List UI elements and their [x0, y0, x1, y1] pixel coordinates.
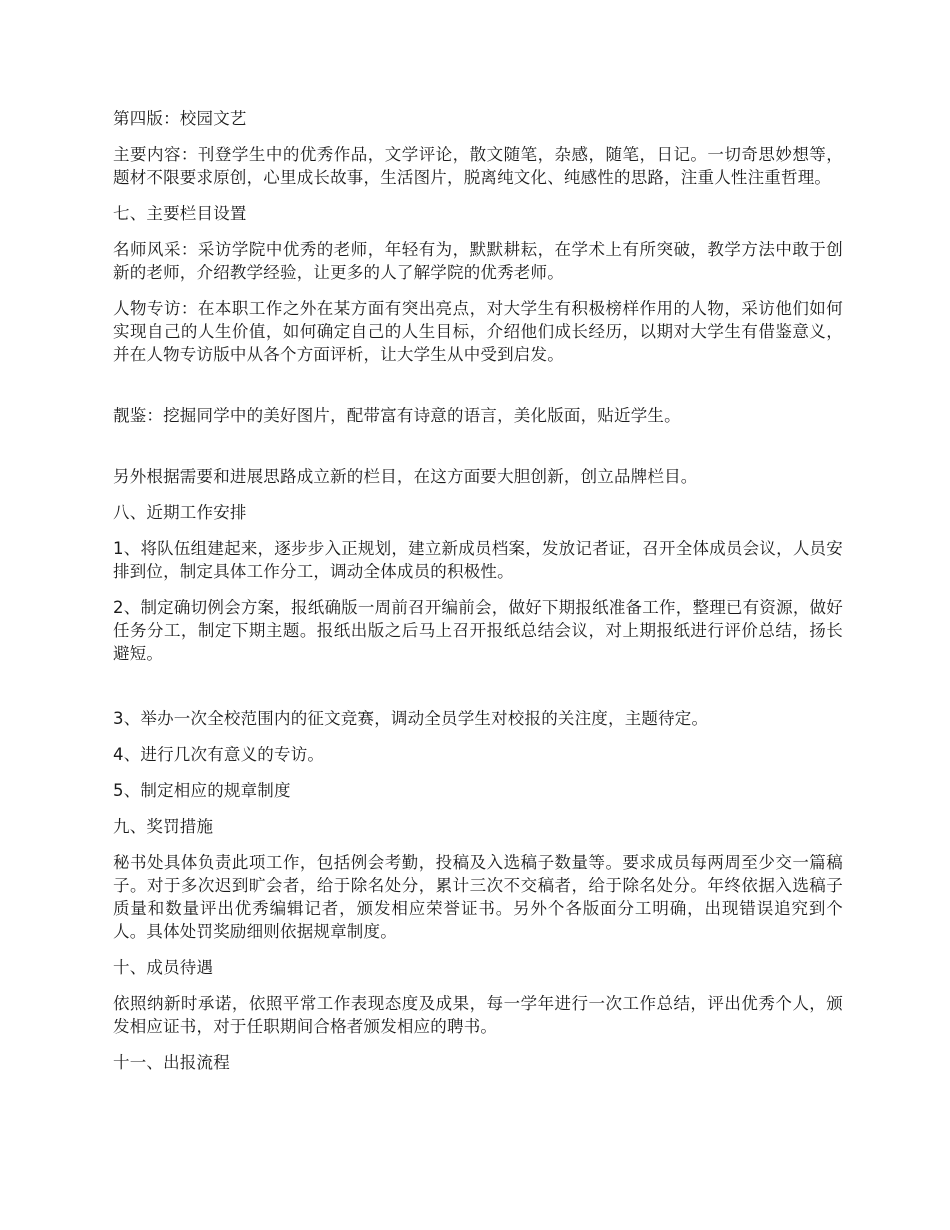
- paragraph-member-benefits: 依照纳新时承诺，依照平常工作表现态度及成果，每一学年进行一次工作总结，评出优秀个人，颁发相应证书，对于任职期间合格者颁发相应的聘书。: [113, 994, 843, 1036]
- paragraph-interviews: 人物专访：在本职工作之外在某方面有突出亮点，对大学生有积极榜样作用的人物，采访他们如何实现自己的人生价值，如何确定自己的人生目标，介绍他们成长经历，以期对大学生有借鉴意义，并在人物专访版中从各个方面评析，让大学生从中受到启发。: [113, 299, 843, 364]
- section-heading-fourth-edition: 第四版：校园文艺: [113, 109, 247, 128]
- paragraph-rewards: 秘书处具体负责此项工作，包括例会考勤，投稿及入选稿子数量等。要求成员每两周至少交一篇稿子。对于多次迟到旷会者，给于除名处分，累计三次不交稿者，给于除名处分。年终依据入选稿子质量和数量评出优秀编辑记者，颁发相应荣誉证书。另外个各版面分工明确，出现错误追究到个人。具体处罚奖励细则依据规章制度。: [113, 853, 843, 941]
- paragraph-famous-teachers: 名师风采：采访学院中优秀的老师，年轻有为，默默耕耘，在学术上有所突破，教学方法中敢于创新的老师，介绍教学经验，让更多的人了解学院的优秀老师。: [113, 240, 843, 282]
- list-item-work-1: 1、将队伍组建起来，逐步步入正规划，建立新成员档案，发放记者证，召开全体成员会议，人员安排到位，制定具体工作分工，调动全体成员的积极性。: [113, 539, 843, 581]
- section-heading-rewards: 九、奖罚措施: [113, 817, 214, 836]
- section-heading-main-columns: 七、主要栏目设置: [113, 204, 247, 223]
- document-page: [113, 107, 843, 1087]
- section-heading-member-benefits: 十、成员待遇: [113, 958, 214, 977]
- list-item-work-4: 4、进行几次有意义的专访。: [113, 745, 325, 764]
- paragraph-photo-column: 靓鉴：挖掘同学中的美好图片，配带富有诗意的语言，美化版面，贴近学生。: [113, 406, 681, 425]
- paragraph-new-columns: 另外根据需要和进展思路成立新的栏目，在这方面要大胆创新，创立品牌栏目。: [113, 467, 698, 486]
- list-item-work-3: 3、举办一次全校范围内的征文竞赛，调动全员学生对校报的关注度，主题待定。: [113, 709, 709, 728]
- paragraph-main-content: 主要内容：刊登学生中的优秀作品，文学评论，散文随笔，杂感，随笔，日记。一切奇思妙想等，题材不限要求原创，心里成长故事，生活图片，脱离纯文化、纯感性的思路，注重人性注重哲理。: [113, 145, 843, 187]
- list-item-work-2: 2、制定确切例会方案，报纸确版一周前召开编前会，做好下期报纸准备工作，整理已有资源，做好任务分工，制定下期主题。报纸出版之后马上召开报纸总结会议，对上期报纸进行评价总结，扬长避短。: [113, 598, 843, 663]
- section-heading-publishing-process: 十一、出报流程: [113, 1053, 230, 1072]
- section-heading-recent-work: 八、近期工作安排: [113, 503, 247, 522]
- list-item-work-5: 5、制定相应的规章制度: [113, 781, 291, 800]
